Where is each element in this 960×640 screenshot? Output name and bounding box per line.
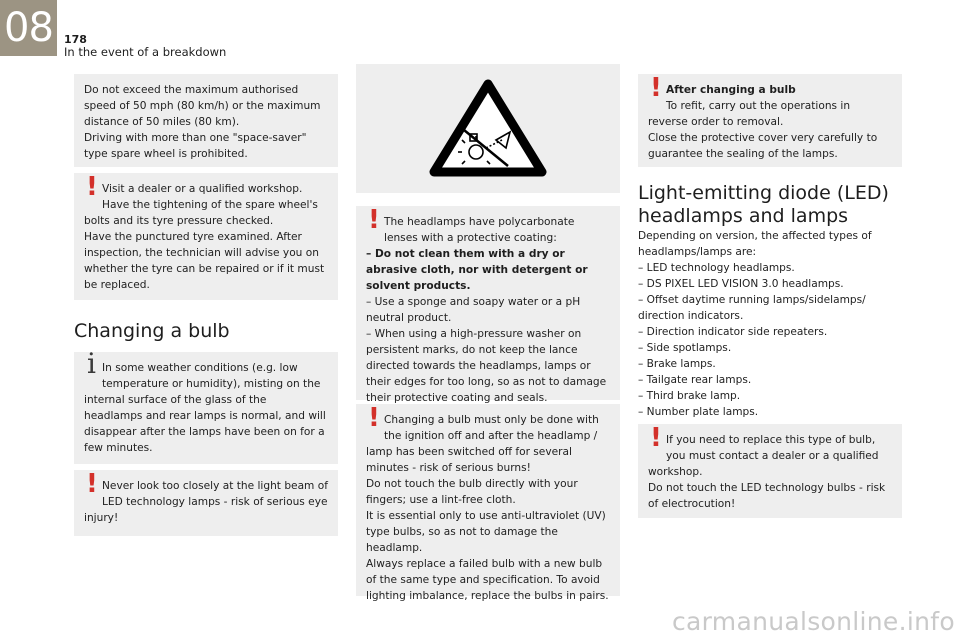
- misting-info-box: [74, 352, 338, 464]
- section-title: In the event of a breakdown: [64, 45, 227, 59]
- warning-icon: [646, 432, 666, 462]
- no-look-at-light-warning-icon: [356, 64, 620, 193]
- chapter-number-tab: 08: [0, 0, 57, 56]
- polycarbonate-rest-text: – Use a sponge and soapy water or a pH neutral product. – When using a high-pressure washer on persistent marks, do not keep the lance directed towards the headlamps, lamps or their edges for too long, so as not to damage their protective coating and seals.: [366, 296, 607, 404]
- led-replace-warning-box: [638, 424, 902, 518]
- warning-image-panel: [356, 64, 620, 193]
- bulb-change-warning-box: [356, 404, 620, 602]
- heading-changing-a-bulb: Changing a bulb: [74, 320, 230, 342]
- page-number: 178: [64, 33, 87, 46]
- speed-limit-text: Do not exceed the maximum authorised speed of 50 mph (80 km/h) or the maximum distance of 50 miles (80 km). Driving with more than one "space-saver" type spare wheel is prohibited.: [84, 84, 321, 160]
- dealer-warning-box: [74, 173, 338, 300]
- warning-icon: [82, 478, 102, 508]
- after-changing-bulb-text: To refit, carry out the operations in reverse order to removal. Close the protective cover very carefully to guarantee the sealing of the lamps.: [648, 100, 878, 160]
- bulb-change-warning-text: Changing a bulb must only be done with the ignition off and after the headlamp / lamp has been switched off for several minutes - risk of serious burns! Do not touch the bulb directly with your fingers; use a lint-free cloth. It is essential only to use anti-ultraviolet (UV) type bulbs, so as not to damage the headlamp. Always replace a failed bulb with a new bulb of the same type and specification. To avoid lighting imbalance, replace the bulbs in pairs.: [366, 414, 609, 602]
- warning-icon: [646, 82, 666, 112]
- speed-limit-note: [74, 74, 338, 167]
- misting-info-text: In some weather conditions (e.g. low temperature or humidity), misting on the internal surface of the glass of the headlamps and rear lamps is normal, and will disappear after the lamps have been on for a few minutes.: [84, 362, 326, 454]
- watermark-text: carmanualsonline.info: [672, 607, 955, 636]
- dealer-warning-text: Visit a dealer or a qualified workshop. Have the tightening of the spare wheel's bolts and its tyre pressure checked. Have the punctured tyre examined. After inspection, the technician will advise you on whether the tyre can be repaired or if it must be replaced.: [84, 183, 325, 291]
- led-lamp-types-list: Depending on version, the affected types of headlamps/lamps are: – LED technology headlamps. – DS PIXEL LED VISION 3.0 headlamps. – Offset daytime running lamps/sidelamps/ direction indicators. – Direction indicator side repeaters. – Side spotlamps. – Brake lamps. – Tailgate rear lamps. – Third brake lamp. – Number plate lamps.: [638, 230, 872, 418]
- info-icon: [82, 360, 102, 390]
- led-eye-warning-text: Never look too closely at the light beam of LED technology lamps - risk of serious eye injury!: [84, 480, 328, 524]
- polycarbonate-intro-text: The headlamps have polycarbonate lenses with a protective coating:: [384, 216, 575, 244]
- after-changing-bulb-box: [638, 74, 902, 167]
- led-replace-warning-text: If you need to replace this type of bulb, you must contact a dealer or a qualified workshop. Do not touch the LED technology bulbs - risk of electrocution!: [648, 434, 886, 510]
- after-changing-bulb-title: After changing a bulb: [666, 84, 796, 96]
- warning-icon: [82, 181, 102, 211]
- warning-icon: [364, 214, 384, 244]
- led-eye-warning-box: [74, 470, 338, 536]
- warning-icon: [364, 412, 384, 442]
- polycarbonate-bold-text: – Do not clean them with a dry or abrasive cloth, nor with detergent or solvent products.: [366, 248, 588, 292]
- polycarbonate-warning-box: [356, 206, 620, 404]
- heading-led-headlamps: Light-emitting diode (LED) headlamps and lamps: [638, 182, 889, 227]
